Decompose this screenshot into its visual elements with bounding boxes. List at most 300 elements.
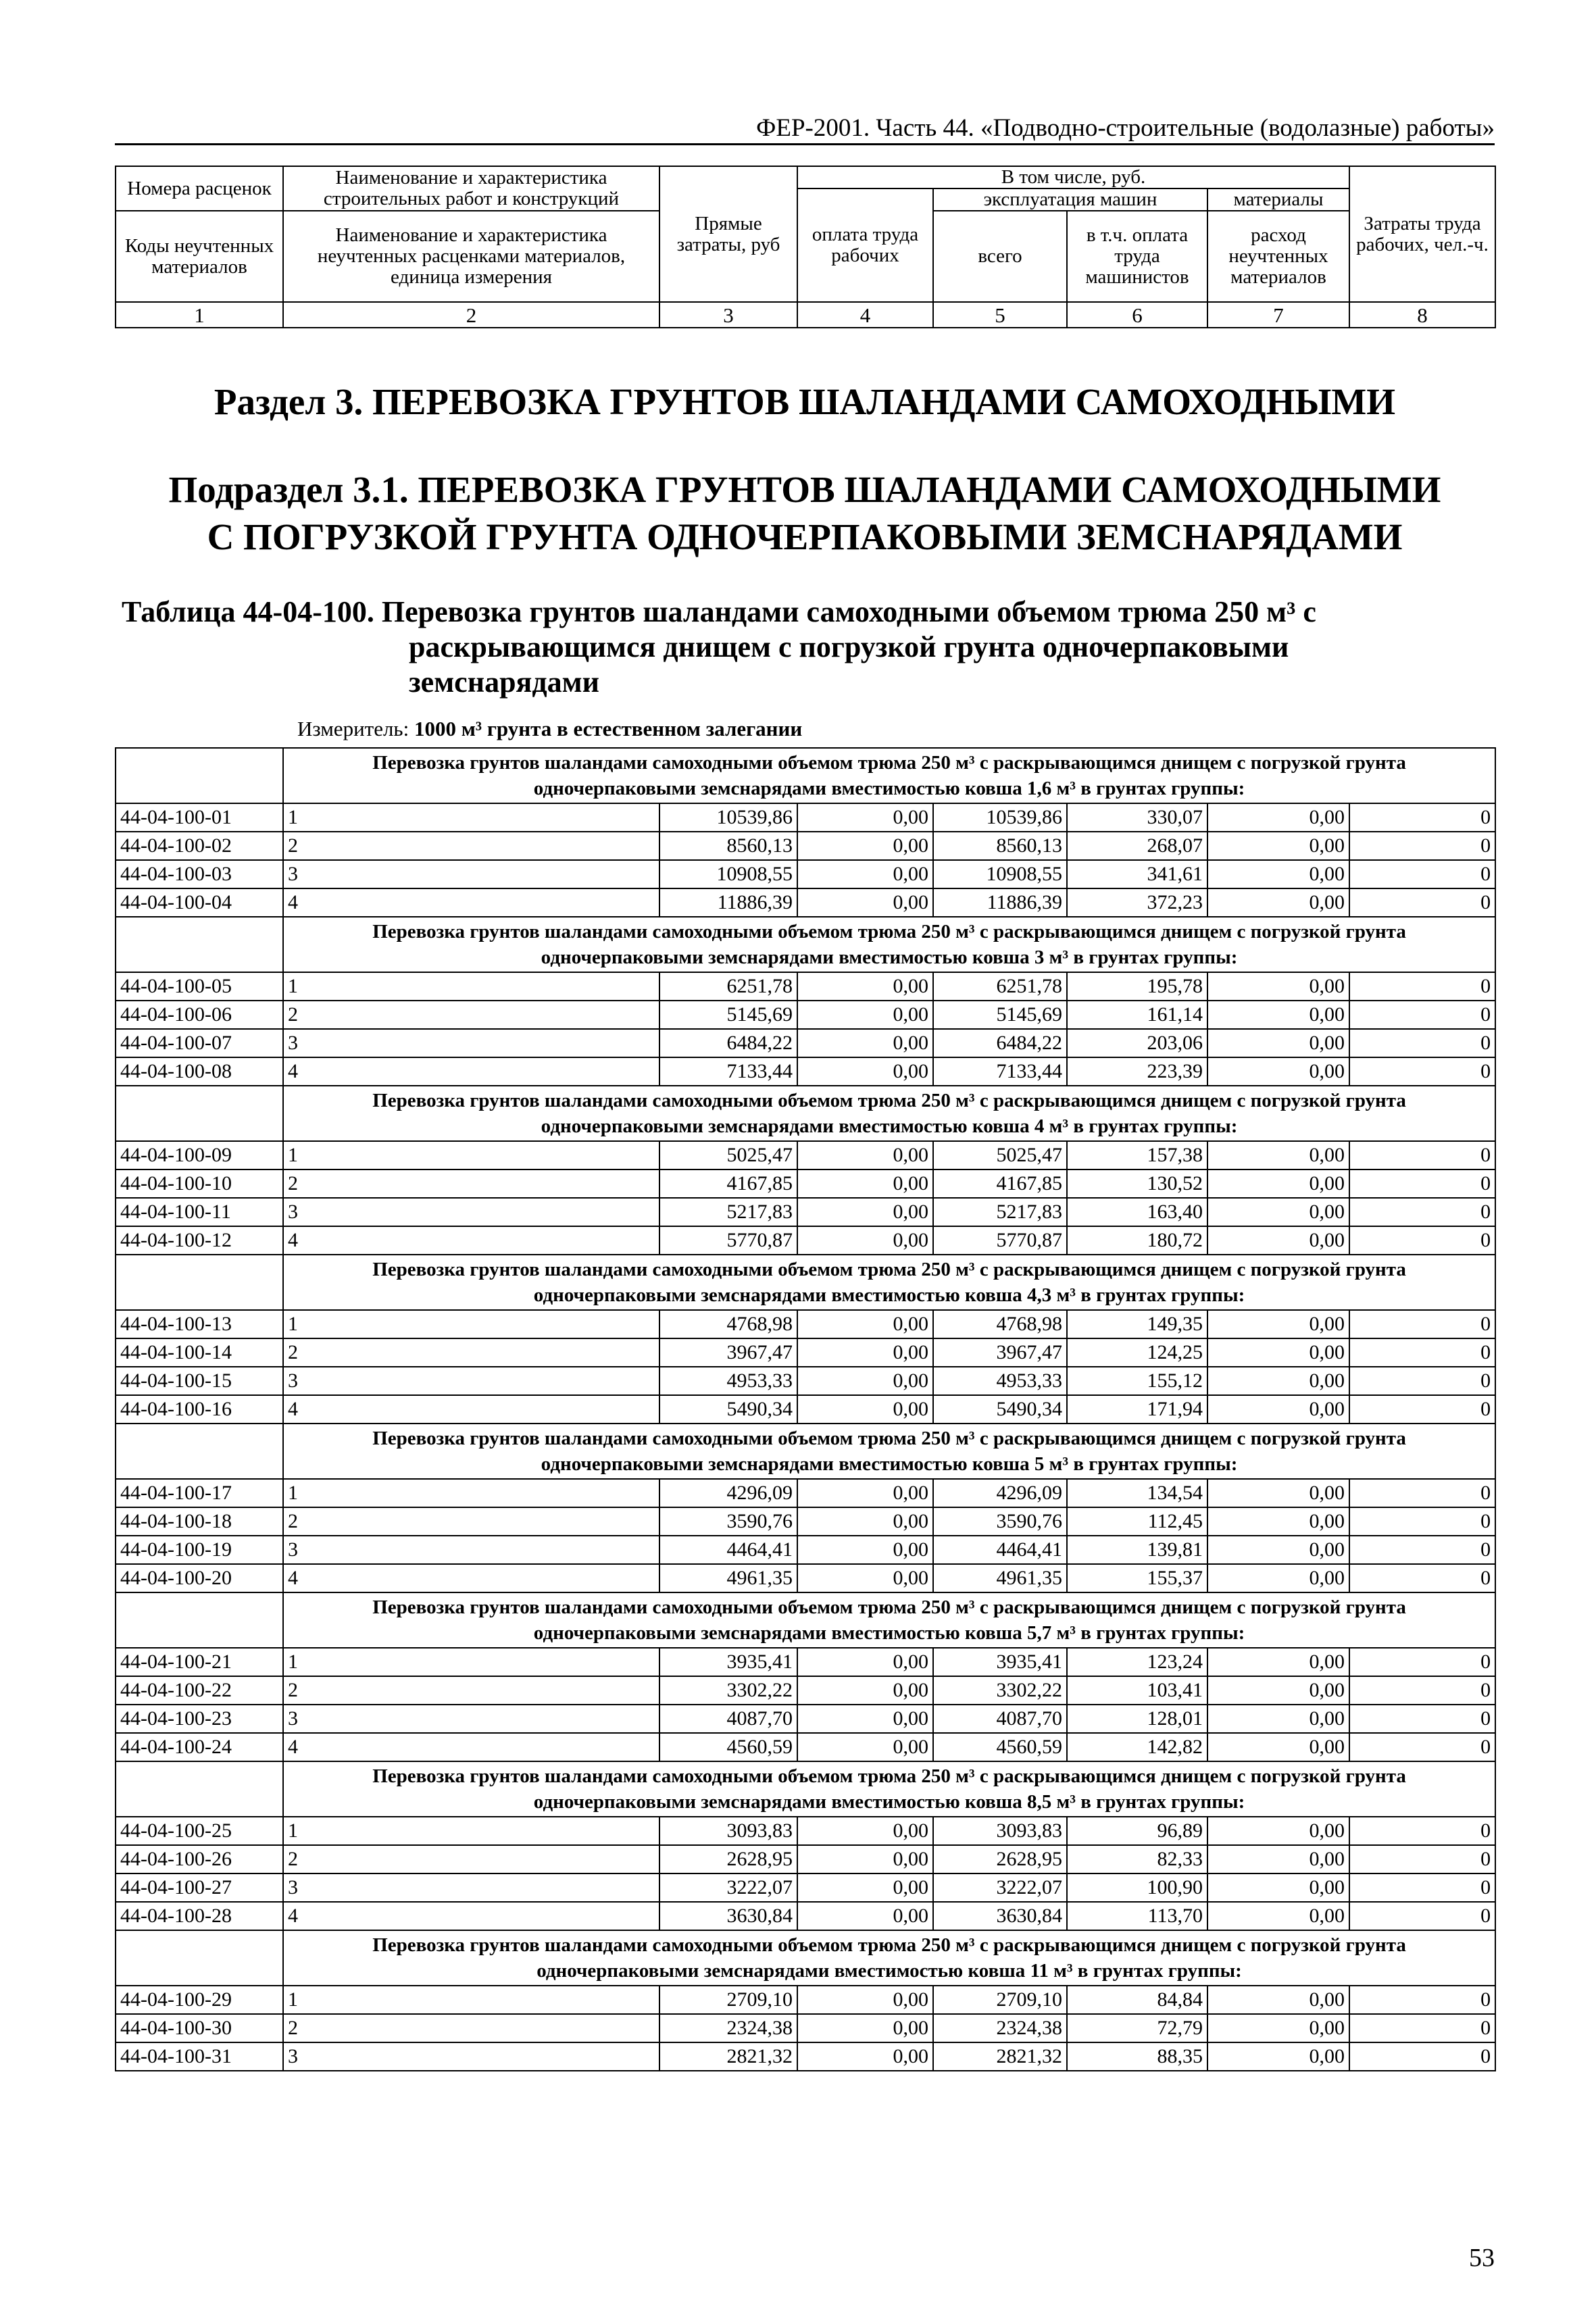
- worker-pay: 0,00: [797, 1057, 933, 1086]
- machines-total: 4560,59: [933, 1733, 1067, 1761]
- worker-pay: 0,00: [797, 1367, 933, 1395]
- direct-costs: 6484,22: [659, 1029, 797, 1057]
- table-row: [116, 1338, 1495, 1367]
- table-row: [116, 2042, 1495, 2071]
- soil-group: 4: [283, 1226, 659, 1255]
- column-number: 8: [1349, 302, 1495, 328]
- machinist-pay: 123,24: [1067, 1648, 1207, 1676]
- worker-pay: 0,00: [797, 1226, 933, 1255]
- direct-costs: 4768,98: [659, 1310, 797, 1338]
- machinist-pay: 372,23: [1067, 888, 1207, 917]
- direct-costs: 2628,95: [659, 1845, 797, 1873]
- materials-usage: 0,00: [1207, 1507, 1349, 1536]
- direct-costs: 11886,39: [659, 888, 797, 917]
- column-number: 6: [1067, 302, 1207, 328]
- rate-code: 44-04-100-16: [116, 1395, 283, 1424]
- labor-hours: 0: [1349, 1029, 1495, 1057]
- table-row: [116, 1169, 1495, 1198]
- machines-total: 10908,55: [933, 860, 1067, 888]
- table-title-line-3: земснарядами: [409, 665, 599, 699]
- rate-code: 44-04-100-03: [116, 860, 283, 888]
- rate-code: 44-04-100-25: [116, 1817, 283, 1845]
- materials-usage: 0,00: [1207, 1479, 1349, 1507]
- soil-group: 3: [283, 1367, 659, 1395]
- group-code-blank: [116, 1592, 283, 1648]
- table-row: [116, 1648, 1495, 1676]
- page-number: 53: [1469, 2244, 1495, 2272]
- table-row: [116, 1198, 1495, 1226]
- machinist-pay: 195,78: [1067, 972, 1207, 1001]
- group-header-row: [116, 1255, 1495, 1310]
- rate-code: 44-04-100-05: [116, 972, 283, 1001]
- table-row: [116, 1310, 1495, 1338]
- direct-costs: 4087,70: [659, 1705, 797, 1733]
- soil-group: 3: [283, 860, 659, 888]
- column-number: 5: [933, 302, 1067, 328]
- labor-hours: 0: [1349, 1733, 1495, 1761]
- materials-usage: 0,00: [1207, 1986, 1349, 2014]
- group-header-row: [116, 1424, 1495, 1479]
- machinist-pay: 112,45: [1067, 1507, 1207, 1536]
- soil-group: 3: [283, 2042, 659, 2071]
- labor-hours: 0: [1349, 1564, 1495, 1592]
- materials-usage: 0,00: [1207, 1536, 1349, 1564]
- labor-hours: 0: [1349, 1198, 1495, 1226]
- header-rule: [115, 143, 1495, 145]
- materials-usage: 0,00: [1207, 1029, 1349, 1057]
- col5-header: всего: [933, 211, 1067, 302]
- direct-costs: 3093,83: [659, 1817, 797, 1845]
- table-title-line-2: раскрывающимся днищем с погрузкой грунта одночерпаковыми: [409, 630, 1289, 663]
- labor-hours: 0: [1349, 1338, 1495, 1367]
- direct-costs: 7133,44: [659, 1057, 797, 1086]
- table-row: [116, 1507, 1495, 1536]
- materials-usage: 0,00: [1207, 1001, 1349, 1029]
- table-row: [116, 1367, 1495, 1395]
- direct-costs: 3967,47: [659, 1338, 797, 1367]
- soil-group: 1: [283, 1986, 659, 2014]
- worker-pay: 0,00: [797, 1873, 933, 1902]
- table-row: [116, 832, 1495, 860]
- worker-pay: 0,00: [797, 860, 933, 888]
- soil-group: 2: [283, 1169, 659, 1198]
- soil-group: 3: [283, 1536, 659, 1564]
- labor-hours: 0: [1349, 1873, 1495, 1902]
- labor-hours: 0: [1349, 1507, 1495, 1536]
- labor-hours: 0: [1349, 1226, 1495, 1255]
- col1-bottom-header: Коды неучтенных материалов: [116, 211, 283, 302]
- machinist-pay: 82,33: [1067, 1845, 1207, 1873]
- group-code-blank: [116, 917, 283, 972]
- machines-total: 4953,33: [933, 1367, 1067, 1395]
- machinist-pay: 203,06: [1067, 1029, 1207, 1057]
- group-code-blank: [116, 1424, 283, 1479]
- rate-code: 44-04-100-23: [116, 1705, 283, 1733]
- table-row: [116, 1845, 1495, 1873]
- soil-group: 4: [283, 1057, 659, 1086]
- machinist-pay: 134,54: [1067, 1479, 1207, 1507]
- machines-total: 8560,13: [933, 832, 1067, 860]
- rate-code: 44-04-100-19: [116, 1536, 283, 1564]
- direct-costs: 2821,32: [659, 2042, 797, 2071]
- soil-group: 1: [283, 1479, 659, 1507]
- soil-group: 1: [283, 803, 659, 832]
- group-title: Перевозка грунтов шаландами самоходными объемом трюма 250 м³ с раскрывающимся днищем с погрузкой грунта одночерпаковыми земснарядами вместимостью ковша 5 м³ в грунтах группы:: [283, 1424, 1495, 1479]
- machinist-pay: 96,89: [1067, 1817, 1207, 1845]
- machines-total: 4768,98: [933, 1310, 1067, 1338]
- machines-total: 10539,86: [933, 803, 1067, 832]
- group-code-blank: [116, 1086, 283, 1141]
- group-title: Перевозка грунтов шаландами самоходными объемом трюма 250 м³ с раскрывающимся днищем с погрузкой грунта одночерпаковыми земснарядами вместимостью ковша 1,6 м³ в грунтах группы:: [283, 748, 1495, 803]
- machinist-pay: 268,07: [1067, 832, 1207, 860]
- soil-group: 2: [283, 1001, 659, 1029]
- rate-code: 44-04-100-13: [116, 1310, 283, 1338]
- direct-costs: 4296,09: [659, 1479, 797, 1507]
- machinist-pay: 84,84: [1067, 1986, 1207, 2014]
- labor-hours: 0: [1349, 2042, 1495, 2071]
- worker-pay: 0,00: [797, 1536, 933, 1564]
- machinist-pay: 330,07: [1067, 803, 1207, 832]
- labor-hours: 0: [1349, 1395, 1495, 1424]
- materials-usage: 0,00: [1207, 1902, 1349, 1930]
- worker-pay: 0,00: [797, 1141, 933, 1169]
- machines-header: эксплуатация машин: [933, 188, 1207, 211]
- table-row: [116, 1902, 1495, 1930]
- direct-costs: 5025,47: [659, 1141, 797, 1169]
- rate-code: 44-04-100-07: [116, 1029, 283, 1057]
- machines-total: 6251,78: [933, 972, 1067, 1001]
- worker-pay: 0,00: [797, 1198, 933, 1226]
- rate-code: 44-04-100-04: [116, 888, 283, 917]
- worker-pay: 0,00: [797, 1705, 933, 1733]
- table-row: [116, 803, 1495, 832]
- soil-group: 1: [283, 1141, 659, 1169]
- materials-usage: 0,00: [1207, 1367, 1349, 1395]
- machinist-pay: 72,79: [1067, 2014, 1207, 2042]
- worker-pay: 0,00: [797, 832, 933, 860]
- direct-costs: 4961,35: [659, 1564, 797, 1592]
- worker-pay: 0,00: [797, 972, 933, 1001]
- worker-pay: 0,00: [797, 803, 933, 832]
- materials-usage: 0,00: [1207, 1395, 1349, 1424]
- machinist-pay: 157,38: [1067, 1141, 1207, 1169]
- group-title: Перевозка грунтов шаландами самоходными объемом трюма 250 м³ с раскрывающимся днищем с погрузкой грунта одночерпаковыми земснарядами вместимостью ковша 5,7 м³ в грунтах группы:: [283, 1592, 1495, 1648]
- column-number-row: [116, 302, 1495, 328]
- labor-hours: 0: [1349, 1986, 1495, 2014]
- rate-code: 44-04-100-02: [116, 832, 283, 860]
- machinist-pay: 142,82: [1067, 1733, 1207, 1761]
- direct-costs: 6251,78: [659, 972, 797, 1001]
- worker-pay: 0,00: [797, 888, 933, 917]
- soil-group: 2: [283, 1338, 659, 1367]
- materials-usage: 0,00: [1207, 1705, 1349, 1733]
- machines-total: 5770,87: [933, 1226, 1067, 1255]
- machines-total: 3222,07: [933, 1873, 1067, 1902]
- materials-usage: 0,00: [1207, 1169, 1349, 1198]
- column-number: 3: [659, 302, 797, 328]
- soil-group: 1: [283, 972, 659, 1001]
- labor-hours: 0: [1349, 1902, 1495, 1930]
- column-number: 4: [797, 302, 933, 328]
- materials-usage: 0,00: [1207, 832, 1349, 860]
- table-row: [116, 1536, 1495, 1564]
- labor-hours: 0: [1349, 888, 1495, 917]
- group-header-row: [116, 1761, 1495, 1817]
- materials-usage: 0,00: [1207, 2042, 1349, 2071]
- table-row: [116, 972, 1495, 1001]
- worker-pay: 0,00: [797, 1395, 933, 1424]
- direct-costs: 4953,33: [659, 1367, 797, 1395]
- direct-costs: 3630,84: [659, 1902, 797, 1930]
- machines-total: 3630,84: [933, 1902, 1067, 1930]
- machines-total: 4167,85: [933, 1169, 1067, 1198]
- running-header: ФЕР-2001. Часть 44. «Подводно-строительные (водолазные) работы»: [756, 114, 1495, 142]
- worker-pay: 0,00: [797, 1733, 933, 1761]
- rate-code: 44-04-100-15: [116, 1367, 283, 1395]
- worker-pay: 0,00: [797, 1029, 933, 1057]
- machines-total: 2628,95: [933, 1845, 1067, 1873]
- soil-group: 2: [283, 1845, 659, 1873]
- materials-usage: 0,00: [1207, 1845, 1349, 1873]
- meter-value: 1000 м³ грунта в естественном залегании: [414, 717, 803, 740]
- direct-costs: 5490,34: [659, 1395, 797, 1424]
- soil-group: 1: [283, 1310, 659, 1338]
- labor-hours: 0: [1349, 2014, 1495, 2042]
- column-number: 2: [283, 302, 659, 328]
- worker-pay: 0,00: [797, 2014, 933, 2042]
- rate-code: 44-04-100-26: [116, 1845, 283, 1873]
- direct-costs: 4560,59: [659, 1733, 797, 1761]
- soil-group: 3: [283, 1198, 659, 1226]
- worker-pay: 0,00: [797, 1507, 933, 1536]
- rate-code: 44-04-100-22: [116, 1676, 283, 1705]
- machines-total: 3302,22: [933, 1676, 1067, 1705]
- direct-costs: 2709,10: [659, 1986, 797, 2014]
- direct-costs: 5770,87: [659, 1226, 797, 1255]
- subsection-line-2: С ПОГРУЗКОЙ ГРУНТА ОДНОЧЕРПАКОВЫМИ ЗЕМСНАРЯДАМИ: [207, 516, 1403, 557]
- worker-pay: 0,00: [797, 1001, 933, 1029]
- machinist-pay: 149,35: [1067, 1310, 1207, 1338]
- soil-group: 2: [283, 1676, 659, 1705]
- labor-hours: 0: [1349, 1536, 1495, 1564]
- worker-pay: 0,00: [797, 1338, 933, 1367]
- machines-total: 6484,22: [933, 1029, 1067, 1057]
- table-header: [115, 166, 1496, 328]
- machinist-pay: 223,39: [1067, 1057, 1207, 1086]
- labor-hours: 0: [1349, 832, 1495, 860]
- machines-total: 4464,41: [933, 1536, 1067, 1564]
- labor-hours: 0: [1349, 1817, 1495, 1845]
- machinist-pay: 139,81: [1067, 1536, 1207, 1564]
- group-header-row: [116, 1930, 1495, 1986]
- materials-header: материалы: [1207, 188, 1349, 211]
- materials-usage: 0,00: [1207, 1057, 1349, 1086]
- table-row: [116, 1226, 1495, 1255]
- measurement-unit: [297, 716, 802, 742]
- labor-hours: 0: [1349, 1310, 1495, 1338]
- table-row: [116, 1029, 1495, 1057]
- soil-group: 1: [283, 1817, 659, 1845]
- soil-group: 2: [283, 832, 659, 860]
- rate-code: 44-04-100-29: [116, 1986, 283, 2014]
- worker-pay: 0,00: [797, 1479, 933, 1507]
- machinist-pay: 161,14: [1067, 1001, 1207, 1029]
- worker-pay: 0,00: [797, 1169, 933, 1198]
- materials-usage: 0,00: [1207, 1817, 1349, 1845]
- machinist-pay: 128,01: [1067, 1705, 1207, 1733]
- worker-pay: 0,00: [797, 1310, 933, 1338]
- labor-hours: 0: [1349, 1845, 1495, 1873]
- group-code-blank: [116, 748, 283, 803]
- group-header-row: [116, 1592, 1495, 1648]
- labor-hours: 0: [1349, 1169, 1495, 1198]
- rate-code: 44-04-100-06: [116, 1001, 283, 1029]
- rate-code: 44-04-100-21: [116, 1648, 283, 1676]
- direct-costs: 10908,55: [659, 860, 797, 888]
- direct-costs: 2324,38: [659, 2014, 797, 2042]
- subsection-line-1: Подраздел 3.1. ПЕРЕВОЗКА ГРУНТОВ ШАЛАНДАМИ САМОХОДНЫМИ: [168, 469, 1441, 510]
- table-row: [116, 1479, 1495, 1507]
- machines-total: 3935,41: [933, 1648, 1067, 1676]
- group-title: Перевозка грунтов шаландами самоходными объемом трюма 250 м³ с раскрывающимся днищем с погрузкой грунта одночерпаковыми земснарядами вместимостью ковша 4,3 м³ в грунтах группы:: [283, 1255, 1495, 1310]
- rate-code: 44-04-100-01: [116, 803, 283, 832]
- table-row: [116, 1001, 1495, 1029]
- labor-hours: 0: [1349, 803, 1495, 832]
- rate-code: 44-04-100-20: [116, 1564, 283, 1592]
- rate-code: 44-04-100-18: [116, 1507, 283, 1536]
- machines-total: 4087,70: [933, 1705, 1067, 1733]
- materials-usage: 0,00: [1207, 1310, 1349, 1338]
- soil-group: 3: [283, 1705, 659, 1733]
- soil-group: 4: [283, 1564, 659, 1592]
- direct-costs: 5217,83: [659, 1198, 797, 1226]
- machinist-pay: 163,40: [1067, 1198, 1207, 1226]
- col2-bottom-header: Наименование и характеристика неучтенных расценками материалов, единица измерения: [283, 211, 659, 302]
- machines-total: 5490,34: [933, 1395, 1067, 1424]
- labor-hours: 0: [1349, 1057, 1495, 1086]
- worker-pay: 0,00: [797, 1676, 933, 1705]
- group-title: Перевозка грунтов шаландами самоходными объемом трюма 250 м³ с раскрывающимся днищем с погрузкой грунта одночерпаковыми земснарядами вместимостью ковша 8,5 м³ в грунтах группы:: [283, 1761, 1495, 1817]
- col3-header: Прямые затраты, руб: [659, 166, 797, 302]
- worker-pay: 0,00: [797, 1986, 933, 2014]
- group-title: Перевозка грунтов шаландами самоходными объемом трюма 250 м³ с раскрывающимся днищем с погрузкой грунта одночерпаковыми земснарядами вместимостью ковша 11 м³ в грунтах группы:: [283, 1930, 1495, 1986]
- soil-group: 4: [283, 1733, 659, 1761]
- materials-usage: 0,00: [1207, 1226, 1349, 1255]
- table-row: [116, 1395, 1495, 1424]
- table-row: [116, 1141, 1495, 1169]
- machines-total: 3093,83: [933, 1817, 1067, 1845]
- machinist-pay: 155,12: [1067, 1367, 1207, 1395]
- col8-header: Затраты труда рабочих, чел.-ч.: [1349, 166, 1495, 302]
- table-title-line-1: Таблица 44-04-100. Перевозка грунтов шаландами самоходными объемом трюма 250 м³ с: [122, 595, 1316, 628]
- soil-group: 1: [283, 1648, 659, 1676]
- materials-usage: 0,00: [1207, 1733, 1349, 1761]
- materials-usage: 0,00: [1207, 860, 1349, 888]
- soil-group: 4: [283, 888, 659, 917]
- rate-code: 44-04-100-27: [116, 1873, 283, 1902]
- rate-code: 44-04-100-09: [116, 1141, 283, 1169]
- worker-pay: 0,00: [797, 1648, 933, 1676]
- subsection-title: [115, 466, 1495, 561]
- machines-total: 2709,10: [933, 1986, 1067, 2014]
- machinist-pay: 155,37: [1067, 1564, 1207, 1592]
- machinist-pay: 113,70: [1067, 1902, 1207, 1930]
- column-number: 1: [116, 302, 283, 328]
- machines-total: 2821,32: [933, 2042, 1067, 2071]
- materials-usage: 0,00: [1207, 1873, 1349, 1902]
- machines-total: 11886,39: [933, 888, 1067, 917]
- labor-hours: 0: [1349, 1676, 1495, 1705]
- machinist-pay: 171,94: [1067, 1395, 1207, 1424]
- worker-pay: 0,00: [797, 1817, 933, 1845]
- direct-costs: 3935,41: [659, 1648, 797, 1676]
- machinist-pay: 100,90: [1067, 1873, 1207, 1902]
- machinist-pay: 88,35: [1067, 2042, 1207, 2071]
- table-row: [116, 1705, 1495, 1733]
- group-header-row: [116, 748, 1495, 803]
- machinist-pay: 124,25: [1067, 1338, 1207, 1367]
- direct-costs: 10539,86: [659, 803, 797, 832]
- section-title: Раздел 3. ПЕРЕВОЗКА ГРУНТОВ ШАЛАНДАМИ САМОХОДНЫМИ: [214, 381, 1396, 422]
- rate-code: 44-04-100-12: [116, 1226, 283, 1255]
- materials-usage: 0,00: [1207, 1648, 1349, 1676]
- rate-code: 44-04-100-08: [116, 1057, 283, 1086]
- materials-usage: 0,00: [1207, 1198, 1349, 1226]
- materials-usage: 0,00: [1207, 1564, 1349, 1592]
- machines-total: 3967,47: [933, 1338, 1067, 1367]
- machines-total: 4296,09: [933, 1479, 1067, 1507]
- meter-label: Измеритель:: [297, 717, 409, 740]
- rate-code: 44-04-100-24: [116, 1733, 283, 1761]
- col2-top-header: Наименование и характеристика строительных работ и конструкций: [283, 166, 659, 211]
- table-row: [116, 1057, 1495, 1086]
- soil-group: 3: [283, 1029, 659, 1057]
- machines-total: 3590,76: [933, 1507, 1067, 1536]
- rate-code: 44-04-100-14: [116, 1338, 283, 1367]
- col4-header: оплата труда рабочих: [797, 188, 933, 302]
- group-title: Перевозка грунтов шаландами самоходными объемом трюма 250 м³ с раскрывающимся днищем с погрузкой грунта одночерпаковыми земснарядами вместимостью ковша 4 м³ в грунтах группы:: [283, 1086, 1495, 1141]
- worker-pay: 0,00: [797, 1845, 933, 1873]
- table-row: [116, 1817, 1495, 1845]
- machines-total: 4961,35: [933, 1564, 1067, 1592]
- direct-costs: 4167,85: [659, 1169, 797, 1198]
- direct-costs: 3222,07: [659, 1873, 797, 1902]
- labor-hours: 0: [1349, 1479, 1495, 1507]
- group-title: Перевозка грунтов шаландами самоходными объемом трюма 250 м³ с раскрывающимся днищем с погрузкой грунта одночерпаковыми земснарядами вместимостью ковша 3 м³ в грунтах группы:: [283, 917, 1495, 972]
- machines-total: 5145,69: [933, 1001, 1067, 1029]
- worker-pay: 0,00: [797, 1902, 933, 1930]
- table-row: [116, 1873, 1495, 1902]
- group-header-row: [116, 917, 1495, 972]
- table-row: [116, 888, 1495, 917]
- labor-hours: 0: [1349, 972, 1495, 1001]
- table-row: [116, 1986, 1495, 2014]
- rate-code: 44-04-100-17: [116, 1479, 283, 1507]
- machines-total: 2324,38: [933, 2014, 1067, 2042]
- soil-group: 4: [283, 1395, 659, 1424]
- worker-pay: 0,00: [797, 1564, 933, 1592]
- machines-total: 5217,83: [933, 1198, 1067, 1226]
- group-code-blank: [116, 1761, 283, 1817]
- machinist-pay: 180,72: [1067, 1226, 1207, 1255]
- machines-total: 7133,44: [933, 1057, 1067, 1086]
- rate-code: 44-04-100-31: [116, 2042, 283, 2071]
- table-row: [116, 2014, 1495, 2042]
- soil-group: 2: [283, 1507, 659, 1536]
- labor-hours: 0: [1349, 1648, 1495, 1676]
- materials-usage: 0,00: [1207, 888, 1349, 917]
- machines-total: 5025,47: [933, 1141, 1067, 1169]
